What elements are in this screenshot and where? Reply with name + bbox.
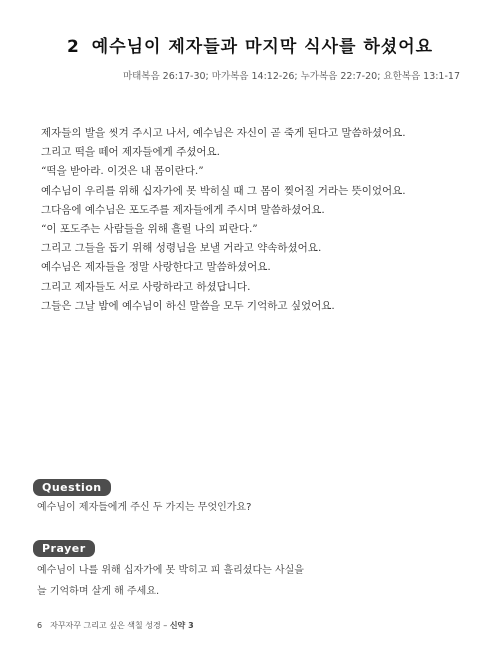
- question-text: 예수님이 제자들에게 주신 두 가지는 무엇인가요?: [37, 502, 252, 513]
- book-section: 신약 3: [169, 621, 194, 630]
- body-line: “떡을 받아라. 이것은 내 몸이란다.”: [41, 165, 204, 178]
- body-line: 그리고 그들을 돕기 위해 성령님을 보낼 거라고 약속하셨어요.: [41, 242, 322, 255]
- body-line: 그리고 제자들도 서로 사랑하라고 하셨답니다.: [41, 280, 251, 293]
- body-line: 예수님은 제자들을 정말 사랑한다고 말씀하셨어요.: [41, 261, 271, 274]
- question-label: Question: [33, 479, 111, 496]
- prayer-line-2: 늘 기억하며 살게 해 주세요.: [37, 586, 160, 597]
- story-body: [41, 124, 471, 316]
- prayer-text: [37, 560, 304, 602]
- body-line: 그들은 그날 밤에 예수님이 하신 말씀을 모두 기억하고 싶었어요.: [41, 299, 335, 312]
- body-line: 제자들의 발을 씻겨 주시고 나서, 예수님은 자신이 곧 죽게 된다고 말씀하셨어요.: [41, 127, 406, 139]
- page-number: 6: [37, 621, 43, 630]
- body-line: “이 포도주는 사람들을 위해 흘릴 나의 피란다.”: [41, 223, 258, 236]
- prayer-line-1: 예수님이 나를 위해 십자가에 못 박히고 피 흘리셨다는 사실을: [37, 565, 304, 576]
- body-line: 예수님이 우리를 위해 십자가에 못 박히실 때 그 몸이 찢어질 거라는 뜻이었어요.: [41, 184, 406, 197]
- page-footer: [37, 620, 194, 631]
- story-number: 2: [66, 37, 80, 57]
- page-title: [0, 32, 500, 57]
- body-line: 그리고 떡을 떼어 제자들에게 주셨어요.: [41, 146, 220, 159]
- body-line: 그다음에 예수님은 포도주를 제자들에게 주시며 말씀하셨어요.: [41, 203, 325, 216]
- story-title: 예수님이 제자들과 마지막 식사를 하셨어요: [91, 37, 434, 57]
- scripture-references: 마태복음 26:17-30; 마가복음 14:12-26; 누가복음 22:7-20; 요한복음 13:1-17: [122, 71, 460, 82]
- book-title: 자꾸자꾸 그리고 싶은 색칠 성경 –: [50, 621, 168, 630]
- prayer-label: Prayer: [33, 540, 95, 557]
